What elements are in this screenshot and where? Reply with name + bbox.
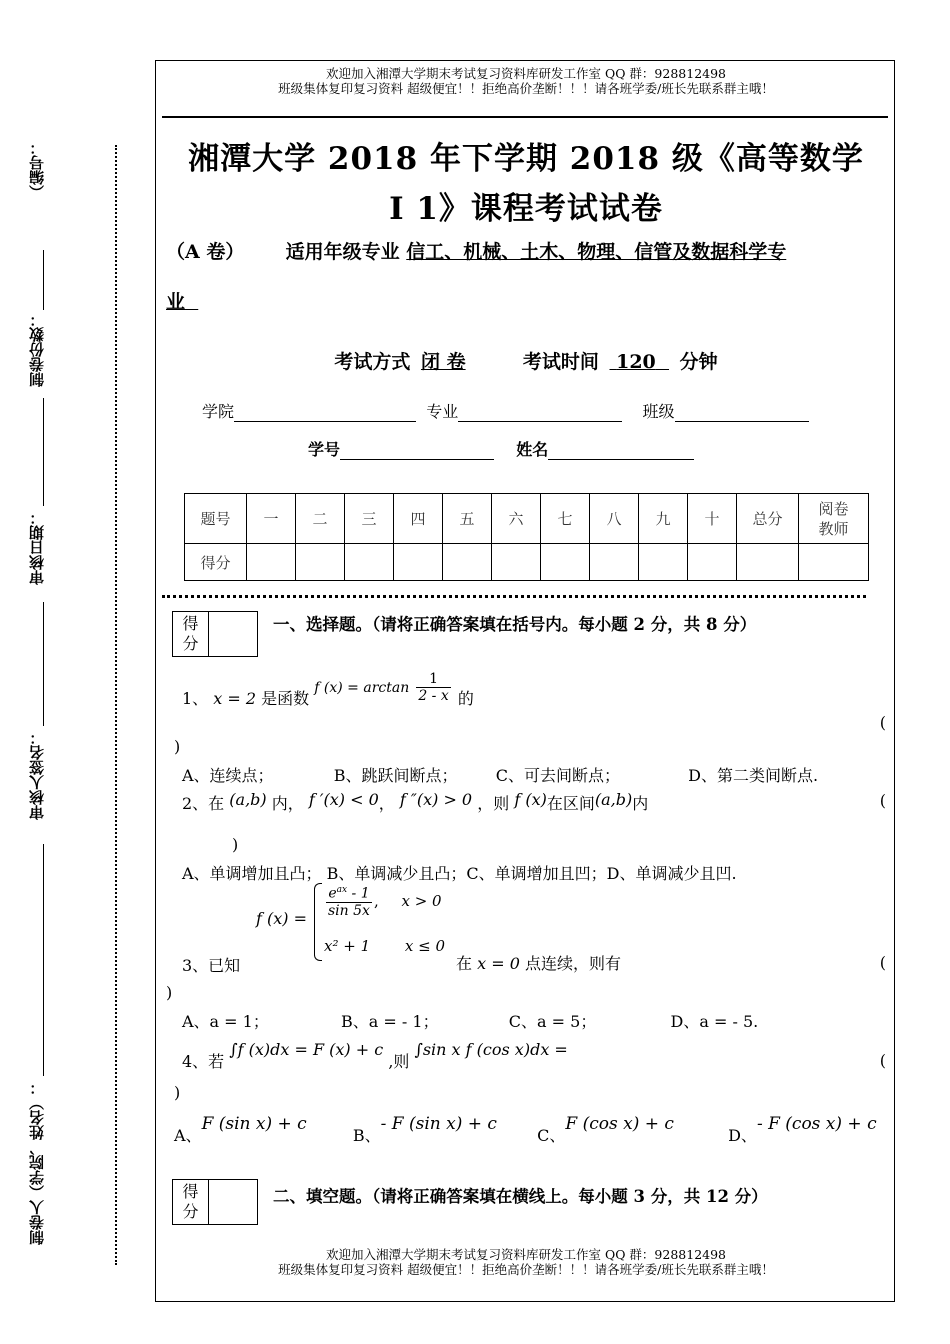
col-7: 七 xyxy=(541,494,590,544)
section1-title: 一、选择题。（请将正确答案填在括号内。每小题 2 分，共 8 分） xyxy=(273,615,757,634)
time-value: 120 xyxy=(616,351,656,373)
q2-stem: 2、在 (a,b) 内， f ′(x) < 0， f ″(x) > 0 ，则 f (x)在区间(a,b)内 xyxy=(182,790,649,813)
binding-strip xyxy=(0,140,80,1280)
col-8: 八 xyxy=(590,494,639,544)
scope-label: 适用年级专业 xyxy=(285,241,400,263)
info-row-2 xyxy=(308,437,694,460)
q1-close-paren: ) xyxy=(174,737,181,756)
student-id-label: 学号 xyxy=(308,440,341,459)
col-2: 二 xyxy=(296,494,345,544)
score-cell[interactable] xyxy=(247,544,296,581)
col-3: 三 xyxy=(345,494,394,544)
col-10: 十 xyxy=(688,494,737,544)
cut-line xyxy=(115,145,117,1265)
paper-version: （A 卷） xyxy=(166,241,245,263)
col-total: 总分 xyxy=(737,494,799,544)
section2-scorebox: 得 分 xyxy=(172,1179,258,1225)
number-label: （编号： xyxy=(28,140,46,200)
score-cell[interactable] xyxy=(443,544,492,581)
header-rule xyxy=(162,116,888,118)
q3-answer-paren[interactable]: ( xyxy=(879,953,886,972)
copies-label: 制卷份数： xyxy=(28,312,46,387)
review-date-line xyxy=(43,398,44,506)
q4-option-b[interactable]: B、- F (sin x) + c xyxy=(352,1114,497,1145)
q1-answer-paren[interactable]: ( xyxy=(879,713,886,732)
q3-stem: 3、已知 xyxy=(182,956,241,975)
review-date-label: 审核日期： xyxy=(28,510,46,585)
reviewer-line xyxy=(43,602,44,726)
college-label: 学院 xyxy=(202,402,235,421)
notice-line-1: 欢迎加入湘潭大学期末考试复习资料库研发工作室 QQ 群：928812498 xyxy=(325,66,727,81)
name-label: 姓名 xyxy=(516,440,549,459)
col-9: 九 xyxy=(639,494,688,544)
grader-header: 阅卷 教师 xyxy=(799,494,869,544)
title-line-1: 湘潭大学 2018 年下学期 2018 级《高等数学 xyxy=(188,141,864,177)
maker-label: 制卷人（学院、姓名）： xyxy=(28,1080,46,1245)
q1-option-c[interactable]: C、可去间断点； xyxy=(495,766,620,785)
q1-option-d[interactable]: D、第二类间断点. xyxy=(688,766,819,785)
header-label: 题号 xyxy=(185,494,247,544)
name-field[interactable] xyxy=(548,444,694,460)
q1-option-a[interactable]: A、连续点； xyxy=(182,766,274,785)
q1-stem: 1、 x = 2 是函数 f (x) = arctan $\frac{1}{2 - x}$ 的 xyxy=(182,671,474,708)
score-table xyxy=(184,493,869,581)
q3-option-b[interactable]: B、a = - 1； xyxy=(341,1012,439,1031)
section-separator xyxy=(162,595,866,598)
scope-value-cont: 业 xyxy=(166,291,186,313)
q4-stem: 4、若 ∫f (x)dx = F (x) + c ,则 ∫sin x f (cos x)dx = xyxy=(182,1040,568,1071)
score-cell[interactable] xyxy=(541,544,590,581)
student-id-field[interactable] xyxy=(340,444,494,460)
q3-stem-cont: 在 x = 0 点连续，则有 xyxy=(456,954,621,973)
section2-title: 二、填空题。（请将正确答案填在横线上。每小题 3 分，共 12 分） xyxy=(273,1187,768,1206)
scope-value: 信工、机械、土木、物理、信管及数据科学专 xyxy=(406,241,787,263)
mode-value: 闭 卷 xyxy=(420,351,466,373)
score-cell[interactable] xyxy=(492,544,541,581)
notice-line-2: 班级集体复印复习资料 超级便宜！！拒绝高价垄断！！！请各班学委/班长先联系群主哦！ xyxy=(278,81,774,96)
college-field[interactable] xyxy=(234,406,416,422)
section1-scorebox: 得 分 xyxy=(172,611,258,657)
score-cell[interactable] xyxy=(345,544,394,581)
title-line-2: Ⅰ 1》课程考试试卷 xyxy=(389,191,663,227)
score-label: 得分 xyxy=(185,544,247,581)
score-cell[interactable] xyxy=(590,544,639,581)
info-row-1 xyxy=(202,399,809,422)
q3-close-paren: ) xyxy=(166,983,173,1002)
q1-option-b[interactable]: B、跳跃间断点； xyxy=(333,766,458,785)
q4-option-a[interactable]: A、F (sin x) + c xyxy=(174,1114,307,1145)
major-label: 专业 xyxy=(426,402,459,421)
q2-options[interactable]: A、单调增加且凸； B、单调减少且凸；C、单调增加且凹；D、单调减少且凹. xyxy=(182,864,737,883)
q4-option-c[interactable]: C、F (cos x) + c xyxy=(537,1114,674,1145)
col-6: 六 xyxy=(492,494,541,544)
class-field[interactable] xyxy=(675,406,809,422)
maker-line xyxy=(43,844,44,1076)
col-4: 四 xyxy=(394,494,443,544)
exam-paper: 欢迎加入湘潭大学期末考试复习资料库研发工作室 QQ 群：928812498 班级集体复印复习资料 超级便宜！！拒绝高价垄断！！！请各班学委/班长先联系群主哦！ 湘潭大学 2018 年下学期 2018 级《高等数学 Ⅰ 1》课程考试试卷 （A 卷） 适用年级专业 信工、机械、土木、物理、信管及数据科学专 业 考试方式 闭 卷 考试时间 120 分钟 学院 专业 班级 学号 姓名 题号 一 二 三 四 五 六 七 八 九 十 总分 阅卷 教师 得分 得 分 一、选择题。（请将正确答案填在括号内。每小题 2 分，共 8 分） 1、 x = 2 是函数 f (x) = arctan $\frac{1}{2 - x}$ 的 ( ) A、连续点； B、跳跃间断点； C、可去间断点； D、第二类间断点. 2、在 (a,b) 内， f ′(x) < 0， f ″(x) > 0 ，则 f (x)在区间(a,b)内 ( ) A、单调增加且凸； B、单调减少且凸；C、单调增加且凹；D、单调减少且凹. f (x) = $\frac{e^{ax} - 1}{\sin 5x}$ , x > 0 x² + 1 x ≤ 0 3、已知 在 x = 0 点连续，则有 ( ) A、a = 1； B、a = - 1； C、a = 5； D、a = - 5. 4、若 ∫f (x)dx = F (x) + c ,则 ∫sin x f (cos x)dx = ( ) A、F (sin x) + c B、- F (sin x) + c C、F (cos x) + c D、- F (cos x) + c 得 分 二、填空题。（请将正确答案填在横线上。每小题 3 分，共 12 分） 欢迎加入湘潭大学期末考试复习资料库研发工作室 QQ 群：928812498 班级集体复印复习资料 超级便宜！！拒绝高价垄断！！！请各班学委/班长先联系群主哦！ xyxy=(155,60,895,1302)
q4-options xyxy=(174,1111,877,1145)
top-notice xyxy=(156,66,896,96)
col-1: 一 xyxy=(247,494,296,544)
exam-row xyxy=(156,347,896,374)
q3-option-c[interactable]: C、a = 5； xyxy=(508,1012,597,1031)
mode-label: 考试方式 xyxy=(334,351,411,373)
score-cell[interactable] xyxy=(799,544,869,581)
bottom-notice xyxy=(156,1247,896,1277)
score-table-header xyxy=(185,494,869,544)
notice-line-2: 班级集体复印复习资料 超级便宜！！拒绝高价垄断！！！请各班学委/班长先联系群主哦！ xyxy=(278,1262,774,1277)
class-label: 班级 xyxy=(642,402,675,421)
score-cell[interactable] xyxy=(639,544,688,581)
major-field[interactable] xyxy=(458,406,622,422)
q2-close-paren: ) xyxy=(232,835,239,854)
q2-answer-paren[interactable]: ( xyxy=(879,791,886,810)
col-5: 五 xyxy=(443,494,492,544)
q1-options xyxy=(182,763,818,786)
notice-line-1: 欢迎加入湘潭大学期末考试复习资料库研发工作室 QQ 群：928812498 xyxy=(325,1247,727,1262)
section1-score-field[interactable] xyxy=(209,612,257,656)
score-cell[interactable] xyxy=(296,544,345,581)
reviewer-label: 审核人签名： xyxy=(28,730,46,820)
q3-option-d[interactable]: D、a = - 5. xyxy=(670,1012,759,1031)
q4-close-paren: ) xyxy=(174,1083,181,1102)
q3-options xyxy=(182,1009,758,1032)
scope-row xyxy=(166,237,891,264)
score-table-row xyxy=(185,544,869,581)
score-cell[interactable] xyxy=(737,544,799,581)
time-label: 考试时间 xyxy=(522,351,599,373)
q4-option-d[interactable]: D、- F (cos x) + c xyxy=(728,1114,877,1145)
time-unit: 分钟 xyxy=(679,351,718,373)
score-cell[interactable] xyxy=(394,544,443,581)
section2-score-field[interactable] xyxy=(209,1180,257,1224)
copies-line xyxy=(43,250,44,310)
q4-answer-paren[interactable]: ( xyxy=(879,1051,886,1070)
score-cell[interactable] xyxy=(688,544,737,581)
q3-option-a[interactable]: A、a = 1； xyxy=(182,1012,269,1031)
